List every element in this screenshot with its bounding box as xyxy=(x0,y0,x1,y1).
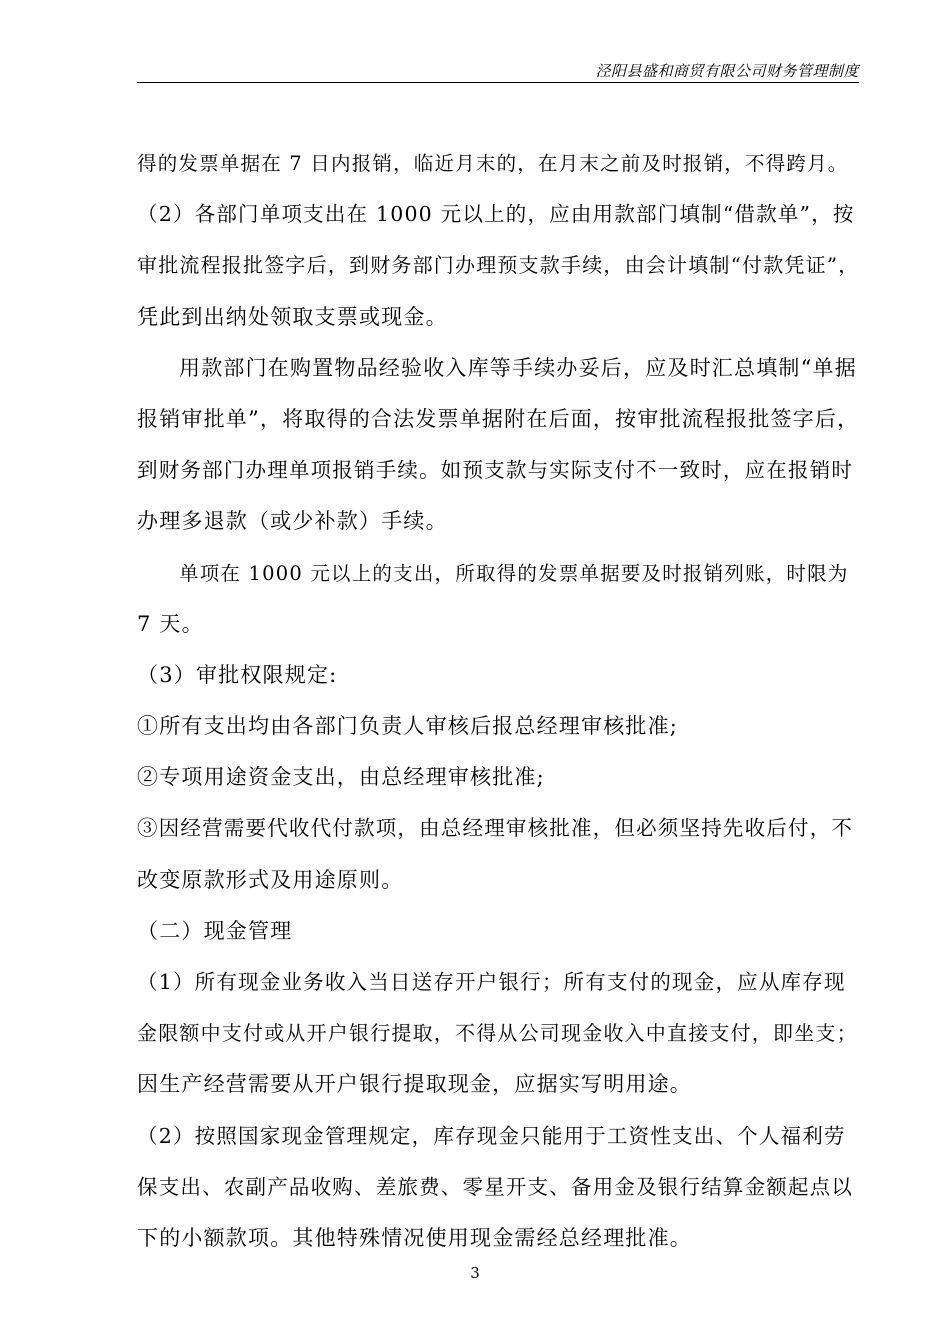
text-line: 7 天。 xyxy=(137,611,204,636)
text-line: （2）各部门单项支出在 1000 元以上的，应由用款部门填制“借款单”，按 xyxy=(137,202,855,227)
header-title: 泾阳县盛和商贸有限公司财务管理制度 xyxy=(595,62,859,80)
text-line: （1）所有现金业务收入当日送存开户银行；所有支付的现金，应从库存现 xyxy=(137,970,846,994)
text-line: （二）现金管理 xyxy=(137,918,293,943)
text-line: 到财务部门办理单项报销手续。如预支款与实际支付不一致时，应在报销时 xyxy=(137,458,854,483)
text-line: 改变原款形式及用途原则。 xyxy=(137,867,404,892)
text-line: 下的小额款项。其他特殊情况使用现金需经总经理批准。 xyxy=(137,1225,692,1250)
text-line: （3）审批权限规定: xyxy=(137,662,338,687)
text-line: ③因经营需要代收代付款项，由总经理审核批准，但必须坚持先收后付，不 xyxy=(137,816,854,841)
text-line: ①所有支出均由各部门负责人审核后报总经理审核批准; xyxy=(137,714,679,739)
text-line: 审批流程报批签字后，到财务部门办理预支款手续，由会计填制“付款凭证”， xyxy=(137,253,860,278)
text-line: 因生产经营需要从开户银行提取现金，应据实写明用途。 xyxy=(137,1072,692,1097)
text-line: 金限额中支付或从开户银行提取，不得从公司现金收入中直接支付，即坐支； xyxy=(137,1021,858,1046)
text-line: （2）按照国家现金管理规定，库存现金只能用于工资性支出、个人福利劳 xyxy=(137,1123,846,1148)
text-line: 办理多退款（或少补款）手续。 xyxy=(137,509,448,534)
body-text xyxy=(137,138,859,1264)
text-line: 得的发票单据在 7 日内报销，临近月末的，在月末之前及时报销，不得跨月。 xyxy=(137,152,849,175)
text-line: 凭此到出纳处领取支票或现金。 xyxy=(137,304,448,329)
page-number: 3 xyxy=(470,1264,480,1282)
text-line: 用款部门在购置物品经验收入库等手续办妥后，应及时汇总填制“单据 xyxy=(179,355,857,380)
text-line: 单项在 1000 元以上的支出，所取得的发票单据要及时报销列账，时限为 xyxy=(179,561,849,585)
page-header xyxy=(137,60,859,83)
text-line: 保支出、农副产品收购、差旅费、零星开支、备用金及银行结算金额起点以 xyxy=(137,1174,854,1199)
text-line: 报销审批单”，将取得的合法发票单据附在后面，按审批流程报批签字后， xyxy=(137,406,860,431)
text-line: ②专项用途资金支出，由总经理审核批准; xyxy=(137,765,545,790)
